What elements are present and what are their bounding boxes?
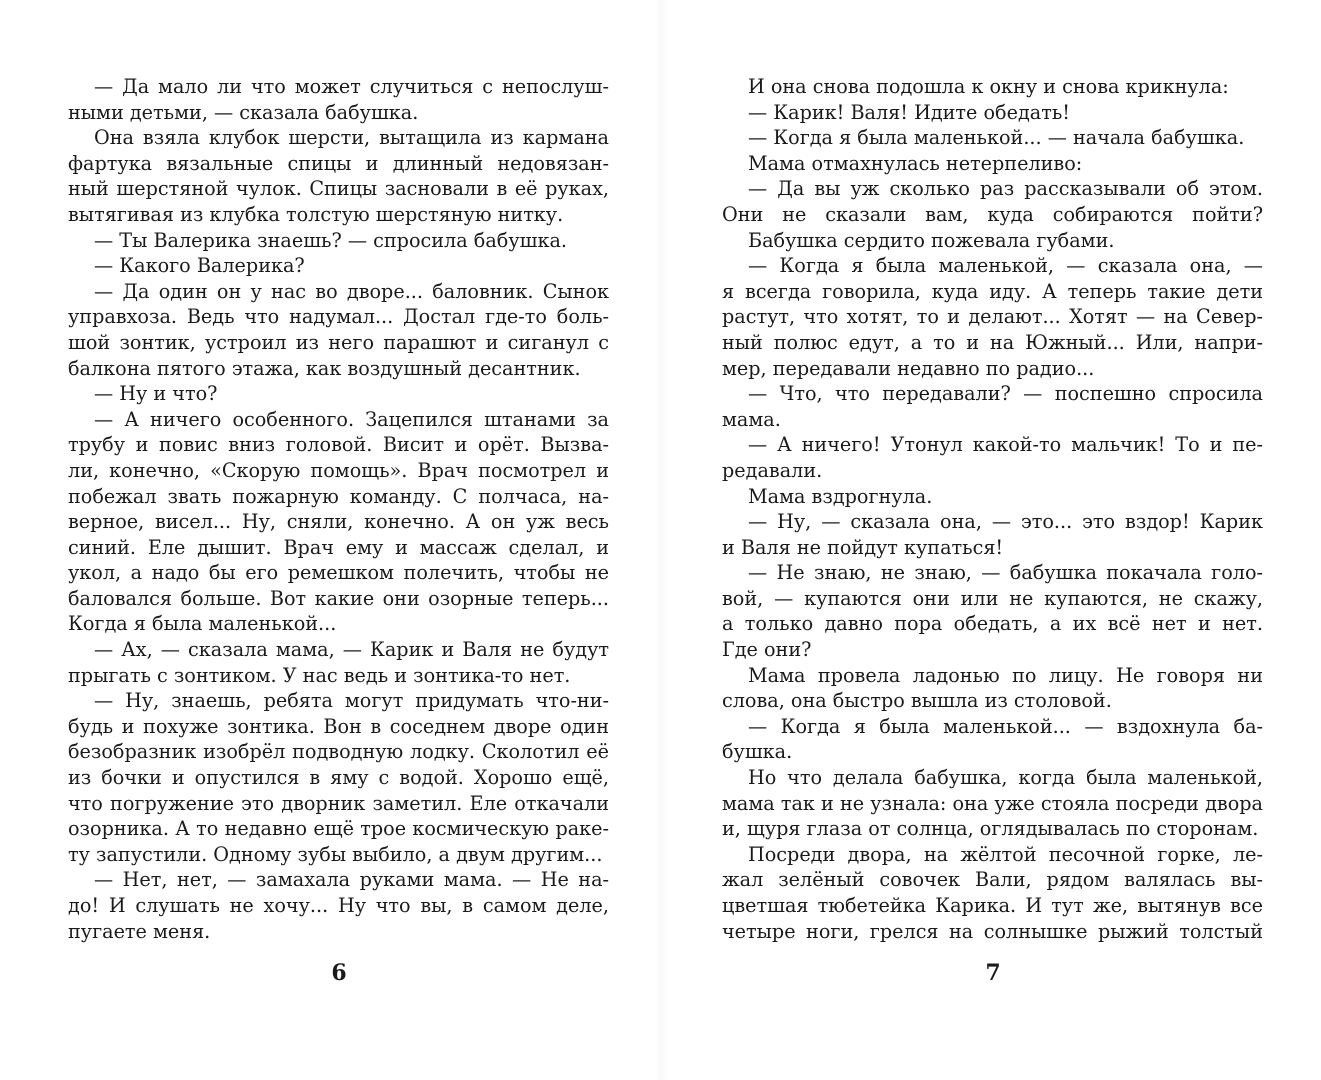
text-line: мама. [722, 407, 781, 431]
text-line: — А ничего особенного. Зацепился штанами за [94, 407, 609, 431]
text-line: а только давно пора обедать, а их всё нет и нет. [722, 612, 1263, 636]
text-line: и Валя не пойдут купаться! [722, 535, 1004, 559]
text-line: — Что, что передавали? — поспешно спросила [748, 382, 1263, 406]
text-line: синий. Еле дышит. Врач ему и массаж сделал, и [68, 535, 609, 559]
text-line: — Ах, — сказала мама, — Карик и Валя не будут [94, 638, 609, 662]
text-line: бушка. [722, 740, 793, 764]
text-line: и, щуря глаза от солнца, оглядывалась по сторонам. [722, 817, 1259, 841]
text-line: прыгать с зонтиком. У нас ведь и зонтика-то нет. [68, 663, 571, 687]
left-page-number: 6 [331, 960, 347, 986]
text-line: укол, а надо бы его ремешком полечить, чтобы не [68, 561, 609, 585]
text-line: — Ты Валерика знаешь? — спросила бабушка. [94, 228, 567, 252]
text-line: Мама провела ладонью по лицу. Не говоря ни [748, 663, 1263, 687]
text-line: ный полюс едут, а то и на Южный... Или, напри- [722, 330, 1263, 354]
text-line: слова, она быстро вышла из столовой. [722, 689, 1112, 713]
text-line: — Когда я была маленькой... — вздохнула ба- [748, 714, 1263, 738]
text-line: — Когда я была маленькой, — сказала она, — [748, 254, 1263, 278]
text-line: побежал звать пожарную команду. С полчаса, на- [68, 484, 609, 508]
text-line: управхоза. Ведь что надумал... Достал где-то боль- [68, 305, 609, 329]
text-line: — Какого Валерика? [94, 254, 305, 278]
text-line: Они не сказали вам, куда собираются пойти? [722, 202, 1263, 226]
text-line: баловался больше. Вот какие они озорные теперь... [68, 586, 609, 610]
text-line: Но что делала бабушка, когда была маленькой, [748, 766, 1263, 790]
text-line: ту запустили. Одному зубы выбило, а двум другим... [68, 842, 603, 866]
text-line: редавали. [722, 458, 823, 482]
right-page-text [722, 74, 1263, 944]
text-line: — Ну, — сказала она, — это... это вздор! Карик [748, 510, 1263, 534]
text-line: — Да мало ли что может случиться с непослуш- [94, 75, 609, 98]
text-line: фартука вязальные спицы и длинный недовязан- [68, 151, 609, 175]
text-line: ными детьми, — сказала бабушка. [68, 100, 419, 124]
text-line: пугаете меня. [68, 919, 211, 943]
text-line: растут, что хотят, то и делают... Хотят — на Север- [722, 305, 1263, 329]
text-line: ли, конечно, «Скорую помощь». Врач посмотрел и [68, 458, 609, 482]
book-gutter [655, 0, 667, 1080]
text-line: — Да один он у нас во дворе... баловник. Сынок [94, 279, 609, 303]
text-line: Бабушка сердито пожевала губами. [748, 228, 1115, 252]
text-line: вой, — купаются они или не купаются, не скажу, [722, 586, 1263, 610]
text-line: мер, передавали недавно по радио... [722, 356, 1095, 380]
text-line: И она снова подошла к окну и снова крикнула: [748, 75, 1229, 98]
text-line: Когда я была маленькой... [68, 612, 337, 636]
text-line: — Нет, нет, — замахала руками мама. — Не на- [94, 868, 609, 892]
text-line: — Когда я была маленькой... — начала бабушка. [748, 126, 1245, 150]
text-line: до! И слушать не хочу... Ну что вы, в самом деле, [68, 894, 609, 917]
text-line: — Не знаю, не знаю, — бабушка покачала голо- [748, 561, 1263, 585]
text-line: — Ну, знаешь, ребята могут придумать что-ни- [94, 689, 609, 713]
text-line: верное, висел... Ну, сняли, конечно. А он уж весь [68, 510, 609, 534]
text-line: трубу и повис вниз головой. Висит и орёт. Вызва- [68, 433, 609, 457]
text-line: Посреди двора, на жёлтой песочной горке, ле- [748, 842, 1263, 866]
text-line: безобразник изобрёл подводную лодку. Сколотил её [68, 740, 609, 764]
text-line: Мама отмахнулась нетерпеливо: [748, 151, 1083, 175]
text-line: озорника. А то недавно ещё трое космическую раке- [68, 817, 609, 841]
text-line: вытягивая из клубка толстую шерстяную нитку. [68, 202, 564, 226]
text-line: балкона пятого этажа, как воздушный десантник. [68, 356, 581, 380]
left-page-text [68, 74, 609, 944]
text-line: четыре ноги, грелся на солнышке рыжий толстый [722, 919, 1263, 943]
text-line: шой зонтик, устроил из него парашют и сиганул с [68, 330, 609, 354]
text-line: мама так и не узнала: она уже стояла посреди двора [722, 791, 1263, 815]
text-line: Она взяла клубок шерсти, вытащила из кармана [94, 126, 609, 150]
text-line: цветшая тюбетейка Карика. И тут же, вытянув все [722, 894, 1263, 917]
right-page-number: 7 [985, 960, 1001, 986]
text-line: будь и похуже зонтика. Вон в соседнем дворе один [68, 714, 609, 738]
text-line: — Ну и что? [94, 382, 218, 406]
text-line: я всегда говорила, куда иду. А теперь такие дети [722, 279, 1263, 303]
text-line: — А ничего! Утонул какой-то мальчик! То и пе- [748, 433, 1263, 457]
text-line: из бочки и опустился в яму с водой. Хорошо ещё, [68, 766, 609, 790]
text-line: Где они? [722, 638, 812, 662]
text-line: ный шерстяной чулок. Спицы засновали в её руках, [68, 177, 609, 201]
text-line: Мама вздрогнула. [748, 484, 933, 508]
text-line: — Карик! Валя! Идите обедать! [748, 100, 1070, 124]
text-line: жал зелёный совочек Вали, рядом валялась вы- [722, 868, 1263, 892]
text-line: — Да вы уж сколько раз рассказывали об этом. [748, 177, 1263, 201]
text-line: что погружение это дворник заметил. Еле откачали [68, 791, 609, 815]
